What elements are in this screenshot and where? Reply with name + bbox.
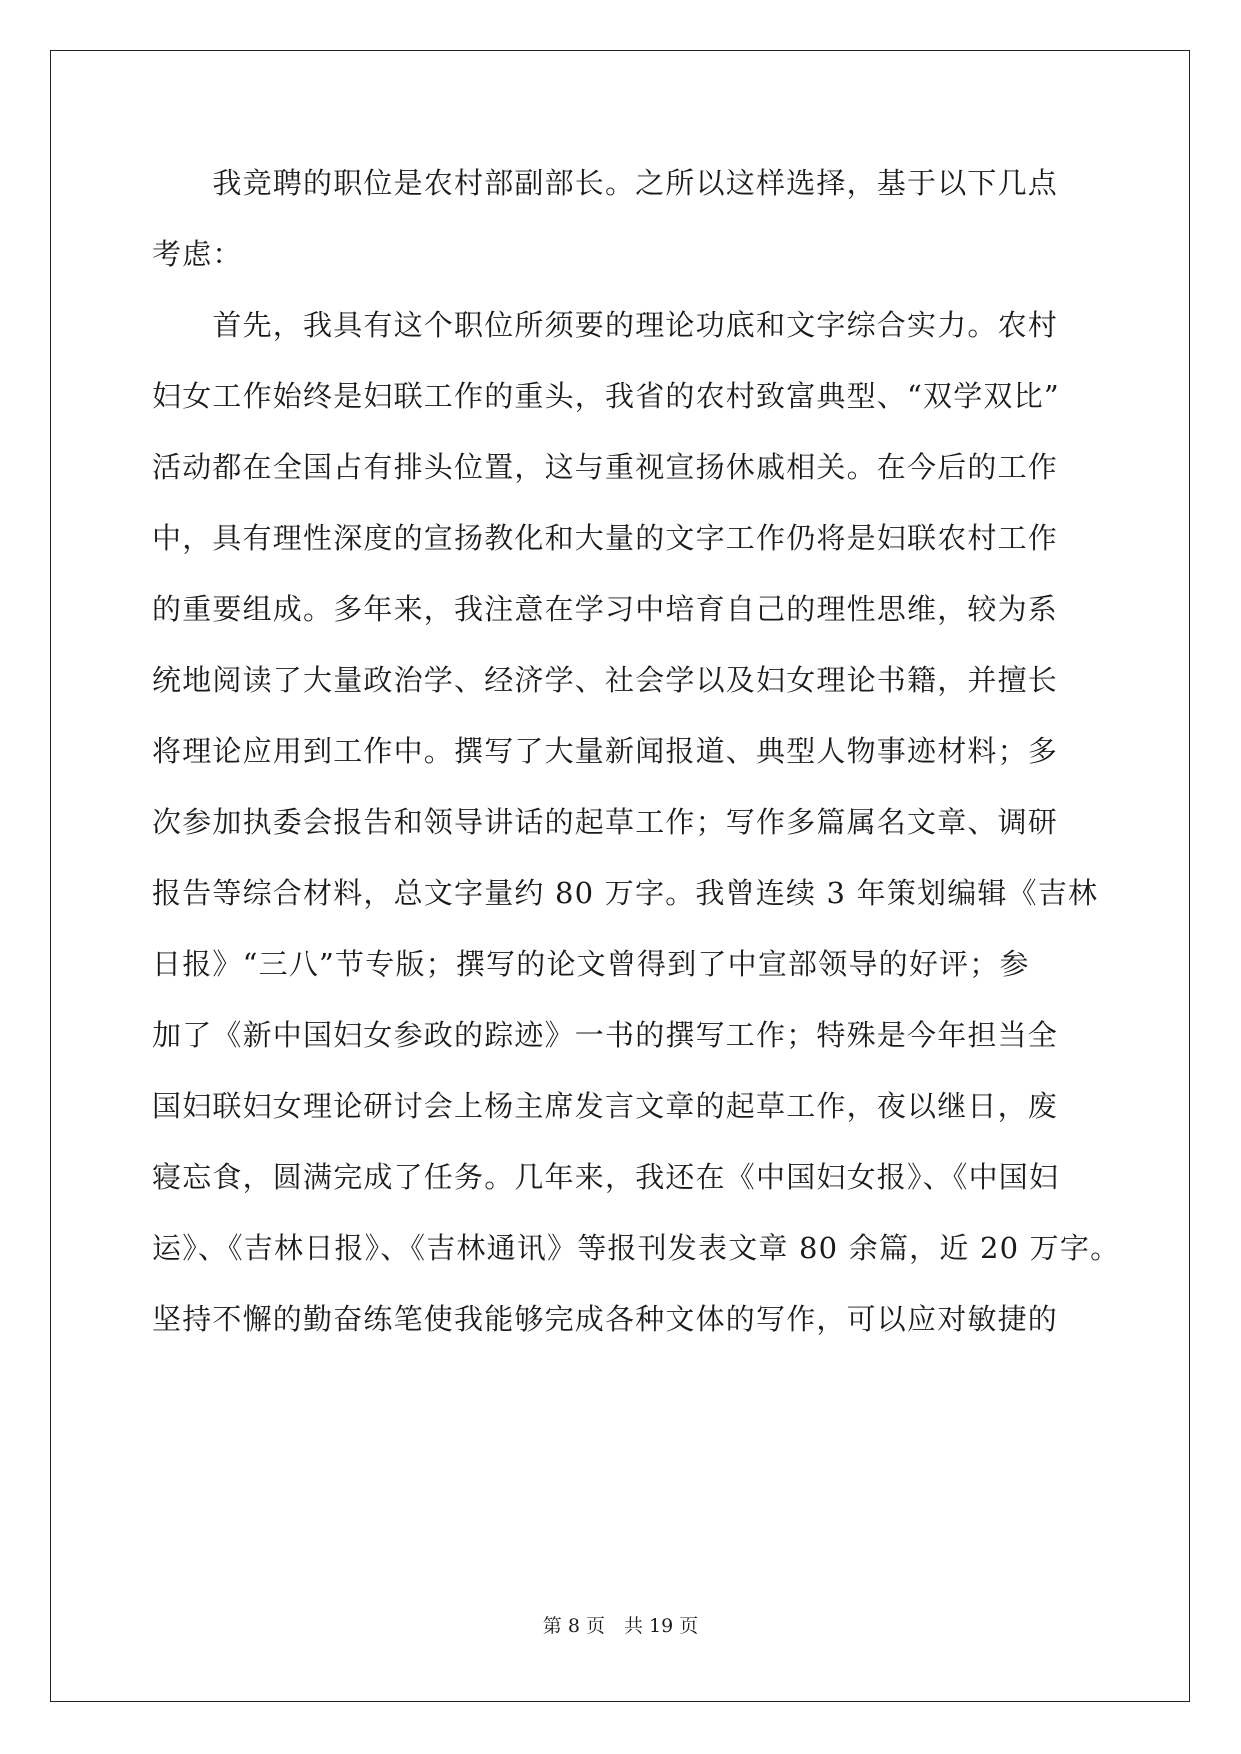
page-number-footer: 第 8 页 共 19 页 <box>542 1615 699 1637</box>
text-line: 次参加执委会报告和领导讲话的起草工作；写作多篇属名文章、调研 <box>152 805 1059 839</box>
text-line: 坚持不懈的勤奋练笔使我能够完成各种文体的写作，可以应对敏捷的 <box>152 1302 1059 1336</box>
text-line: 中，具有理性深度的宣扬教化和大量的文字工作仍将是妇联农村工作 <box>152 521 1059 555</box>
text-line: 首先，我具有这个职位所须要的理论功底和文字综合实力。农村 <box>152 308 1059 342</box>
text-line: 加了《新中国妇女参政的踪迹》一书的撰写工作；特殊是今年担当全 <box>152 1018 1059 1052</box>
text-line: 寝忘食，圆满完成了任务。几年来，我还在《中国妇女报》、《中国妇 <box>152 1160 1060 1194</box>
text-line: 将理论应用到工作中。撰写了大量新闻报道、典型人物事迹材料；多 <box>152 734 1059 768</box>
text-line: 统地阅读了大量政治学、经济学、社会学以及妇女理论书籍，并擅长 <box>152 663 1059 697</box>
text-line: 妇女工作始终是妇联工作的重头，我省的农村致富典型、“双学双比” <box>152 379 1060 413</box>
text-line: 国妇联妇女理论研讨会上杨主席发言文章的起草工作，夜以继日，废 <box>152 1089 1059 1123</box>
text-line: 日报》“三八”节专版；撰写的论文曾得到了中宣部领导的好评；参 <box>152 947 1030 981</box>
text-line: 我竞聘的职位是农村部副部长。之所以这样选择，基于以下几点 <box>152 166 1059 200</box>
text-line: 考虑： <box>152 237 243 271</box>
text-line: 运》、《吉林日报》、《吉林通讯》等报刊发表文章 80 余篇，近 20 万字。 <box>152 1231 1121 1265</box>
text-line: 报告等综合材料，总文字量约 80 万字。我曾连续 3 年策划编辑《吉林 <box>152 876 1099 910</box>
text-line: 活动都在全国占有排头位置，这与重视宣扬休戚相关。在今后的工作 <box>152 450 1059 484</box>
text-line: 的重要组成。多年来，我注意在学习中培育自己的理性思维，较为系 <box>152 592 1059 626</box>
